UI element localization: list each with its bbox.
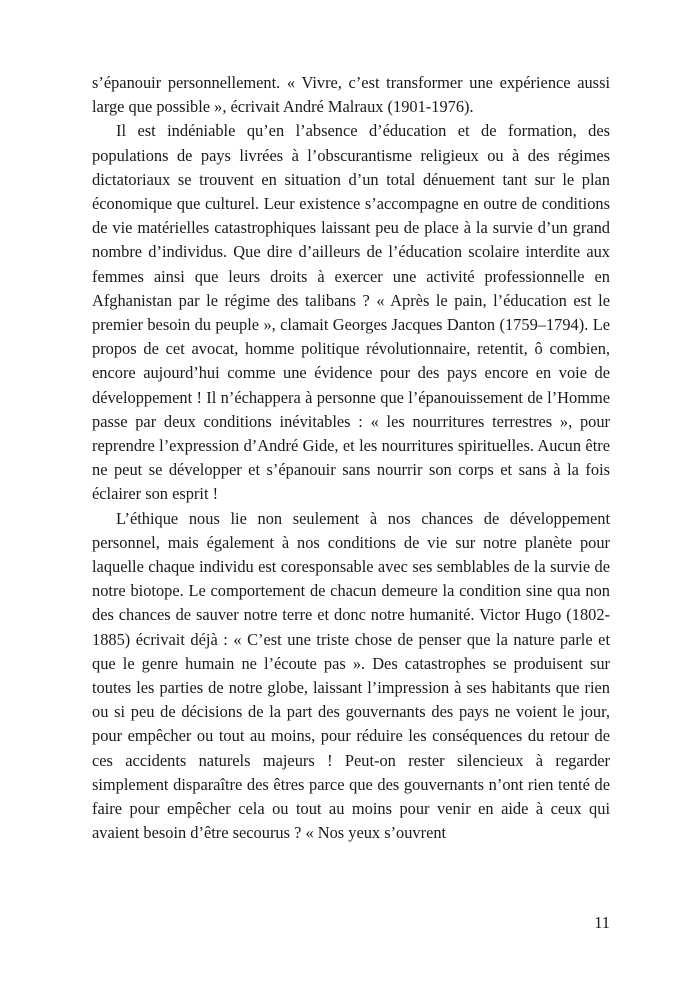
body-text xyxy=(92,71,610,846)
page-number: 11 xyxy=(594,913,610,932)
paragraph: s’épanouir personnellement. « Vivre, c’est transformer une expérience aussi large que possible », écrivait André Malraux (1901-1976). xyxy=(92,73,610,117)
paragraph: Il est indéniable qu’en l’absence d’éducation et de formation, des populations de pays livrées à l’obscurantisme religieux ou à des régimes dictatoriaux se trouvent en situation d’un total dénuement tant sur le plan économique que culturel. Leur existence s’accompagne en outre de conditions de vie matérielles catastrophiques laissant peu de place à la survie d’un grand nombre d’individus. Que dire d’ailleurs de l’éducation scolaire interdite aux femmes ainsi que leurs droits à exercer une activité professionnelle en Afghanistan par le régime des talibans ? « Après le pain, l’éducation est le premier besoin du peuple », clamait Georges Jacques Danton (1759–1794). Le propos de cet avocat, homme politique révolutionnaire, retentit, ô combien, encore aujourd’hui comme une évidence pour des pays encore en voie de développement ! Il n’échappera à personne que l’épanouissement de l’Homme passe par deux conditions inévitables : « les nourritures terrestres », pour reprendre l’expression d’André Gide, et les nourritures spirituelles. Aucun être ne peut se développer et s’épanouir sans nourrir son corps et sans à la fois éclairer son esprit ! xyxy=(92,121,610,504)
paragraph: L’éthique nous lie non seulement à nos chances de développement personnel, mais également à nos conditions de vie sur notre planète pour laquelle chaque individu est coresponsable avec ses semblables de la survie de notre biotope. Le comportement de chacun demeure la condition sine qua non des chances de sauver notre terre et donc notre humanité. Victor Hugo (1802-1885) écrivait déjà : « C’est une triste chose de penser que la nature parle et que le genre humain ne l’écoute pas ». Des catastrophes se produisent sur toutes les parties de notre globe, laissant l’impression à ses habitants que rien ou si peu de décisions de la part des gouvernants des pays ne voient le jour, pour empêcher ou tout au moins, pour réduire les conséquences du retour de ces accidents naturels majeurs ! Peut-on rester silencieux à regarder simplement disparaître des êtres parce que des gouvernants n’ont rien tenté de faire pour empêcher cela ou tout au moins pour venir en aide à ceux qui avaient besoin d’être secourus ? « Nos yeux s’ouvrent xyxy=(92,508,610,843)
